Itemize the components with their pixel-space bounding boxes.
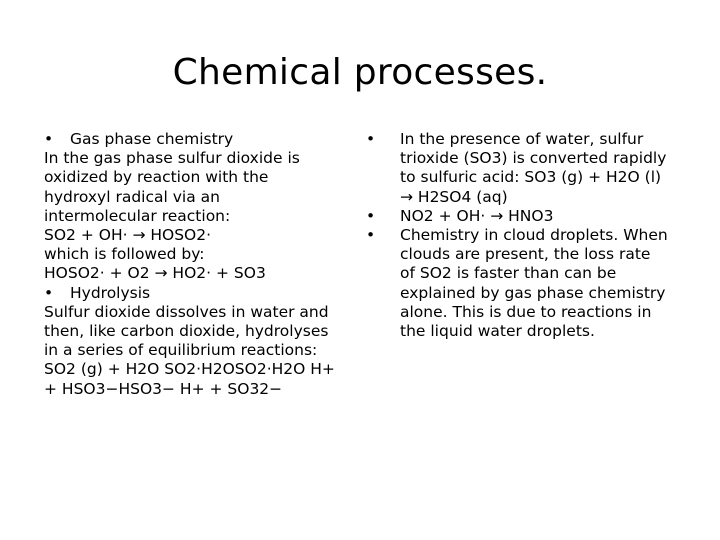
- paragraph-line: hydroxyl radical via an: [44, 187, 220, 206]
- left-bullet-hydrolysis: [44, 284, 348, 303]
- paragraph-line: then, like carbon dioxide, hydrolyses: [44, 322, 329, 341]
- right-bullet-sulfur-trioxide: [366, 130, 686, 207]
- right-bullet-cloud-droplets: [366, 226, 686, 341]
- bullet-line: of SO2 is faster than can be: [400, 264, 617, 283]
- bullet-line: clouds are present, the loss rate: [400, 245, 651, 264]
- paragraph-line: which is followed by:: [44, 245, 205, 264]
- bullet-line: trioxide (SO3) is converted rapidly: [400, 149, 667, 168]
- bullet-text: Gas phase chemistry: [70, 130, 234, 148]
- bullet-icon: •: [44, 283, 54, 302]
- bullet-line: alone. This is due to reactions in: [400, 302, 652, 321]
- bullet-line: In the presence of water, sulfur: [400, 130, 644, 148]
- bullet-text: Hydrolysis: [70, 283, 151, 302]
- bullet-line: to sulfuric acid: SO3 (g) + H2O (l): [400, 168, 662, 187]
- equation-line: SO2 (g) + H2O SO2·H2OSO2·H2O H+: [44, 360, 335, 379]
- paragraph-line: In the gas phase sulfur dioxide is: [44, 149, 300, 168]
- bullet-icon: •: [44, 130, 54, 148]
- bullet-line: explained by gas phase chemistry: [400, 283, 666, 302]
- equation-line: + HSO3−HSO3− H+ + SO32−: [44, 379, 283, 398]
- bullet-icon: •: [366, 130, 376, 148]
- left-column: [44, 130, 348, 399]
- bullet-line: the liquid water droplets.: [400, 322, 595, 341]
- paragraph-line: oxidized by reaction with the: [44, 168, 269, 187]
- equation-line: SO2 + OH· → HOSO2·: [44, 226, 212, 245]
- left-bullet-gas-phase: [44, 130, 348, 149]
- bullet-icon: •: [366, 226, 376, 245]
- slide-title: Chemical processes.: [172, 52, 548, 93]
- bullet-line: → H2SO4 (aq): [400, 187, 508, 206]
- bullet-line: NO2 + OH· → HNO3: [400, 206, 554, 225]
- equation-line: HOSO2· + O2 → HO2· + SO3: [44, 264, 266, 283]
- bullet-icon: •: [366, 206, 376, 225]
- right-column: [366, 130, 686, 341]
- paragraph-line: intermolecular reaction:: [44, 206, 231, 225]
- right-bullet-nitric-acid: [366, 207, 686, 226]
- bullet-line: Chemistry in cloud droplets. When: [400, 226, 668, 245]
- paragraph-line: Sulfur dioxide dissolves in water and: [44, 302, 329, 321]
- paragraph-line: in a series of equilibrium reactions:: [44, 341, 318, 360]
